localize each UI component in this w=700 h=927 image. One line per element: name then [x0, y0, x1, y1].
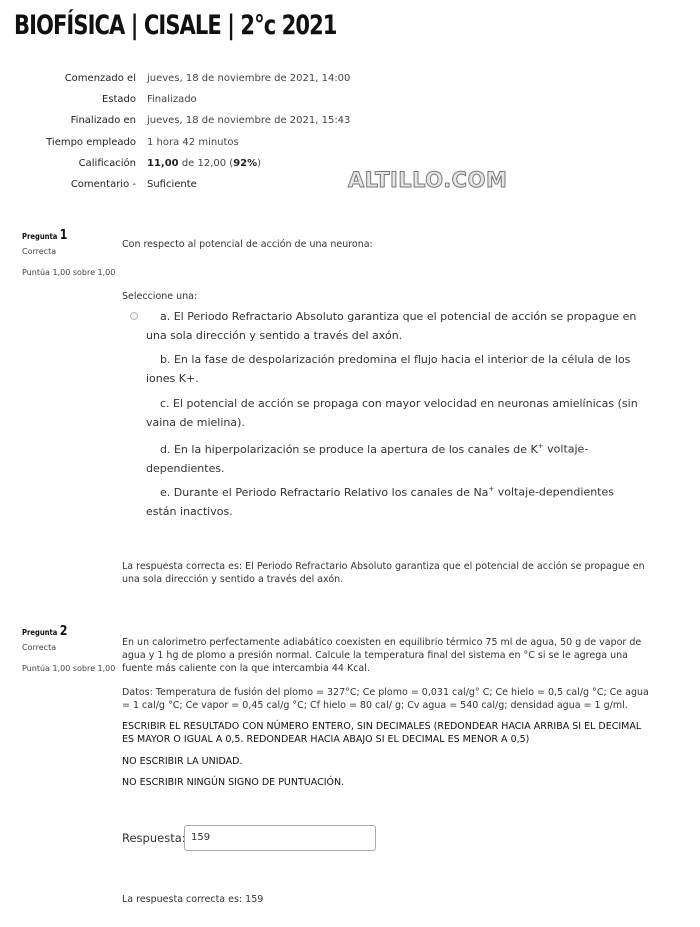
- option-text: c. El potencial de acción se propaga con mayor velocidad en neuronas amielínicas (sin vaina de mielina).: [146, 397, 638, 429]
- question-number: 2: [59, 624, 68, 639]
- question-1-text: Con respecto al potencial de acción de una neurona:: [122, 239, 373, 250]
- superscript-plus: +: [537, 442, 544, 450]
- option-text: b. En la fase de despolarización predomina el flujo hacia el interior de la célula de los iones K+.: [146, 353, 631, 385]
- answer-label: Respuesta:: [122, 831, 186, 845]
- summary-label: Tiempo empleado: [46, 137, 136, 148]
- question-2-info: [22, 626, 117, 674]
- summary-label: Finalizado en: [70, 115, 136, 126]
- option-d[interactable]: [146, 437, 646, 478]
- option-e[interactable]: [146, 480, 646, 521]
- option-a-radio[interactable]: [130, 312, 138, 320]
- option-text-after: voltaje-dependientes.: [146, 442, 589, 475]
- summary-row-finished: [0, 112, 700, 130]
- grade-close: ): [257, 158, 262, 169]
- summary-grade-value: [147, 155, 261, 173]
- page-title: BIOFÍSICA | CISALE | 2°c 2021: [14, 10, 337, 41]
- summary-value: jueves, 18 de noviembre de 2021, 14:00: [147, 73, 351, 84]
- question-2-instruction-rounding: ESCRIBIR EL RESULTADO CON NÚMERO ENTERO, SIN DECIMALES (REDONDEAR HACIA ARRIBA SI EL DECIMAL ES MAYOR O IGUAL A 0,5. REDONDEAR HACIA ABAJO SI EL DECIMAL ES MENOR A 0,5): [122, 721, 642, 745]
- question-2-data: Datos: Temperatura de fusión del plomo = 327°C; Ce plomo = 0,031 cal/g° C; Ce hielo = 0,5 cal/g °C; Ce agua = 1 cal/g °C; Ce vapor = 0,45 cal/g °C; Cf hielo = 80 cal/ g; Cv agua = 540 cal/g; densidad agua = 1 g/ml.: [122, 687, 649, 711]
- question-1-info: [22, 230, 117, 278]
- question-grade: Puntúa 1,00 sobre 1,00: [22, 664, 116, 673]
- answer-input[interactable]: 159: [184, 825, 376, 851]
- watermark: ALTILLO.COM: [348, 168, 508, 192]
- summary-row-state: [0, 91, 700, 109]
- question-number: 1: [59, 228, 68, 243]
- summary-label: Calificación: [78, 158, 136, 169]
- summary-label: Comenzado el: [64, 73, 136, 84]
- summary-label: Comentario -: [70, 179, 136, 190]
- question-state: Correcta: [22, 247, 57, 256]
- option-text-before: d. En la hiperpolarización se produce la apertura de los canales de K: [160, 442, 538, 456]
- option-text-before: e. Durante el Periodo Refractario Relativo los canales de Na: [160, 485, 489, 499]
- summary-value: Suficiente: [147, 179, 197, 190]
- question-heading: [22, 230, 103, 242]
- option-text-after: voltaje-dependientes están inactivos.: [146, 485, 614, 518]
- question-2-instruction-unit: NO ESCRIBIR LA UNIDAD.: [122, 756, 243, 767]
- superscript-plus: +: [488, 485, 495, 493]
- option-a[interactable]: [146, 307, 646, 345]
- question-prefix: Pregunta: [22, 232, 58, 241]
- question-prefix: Pregunta: [22, 628, 58, 637]
- question-2-feedback: La respuesta correcta es: 159: [122, 894, 264, 905]
- summary-value: Finalizado: [147, 94, 197, 105]
- option-c[interactable]: [146, 394, 646, 432]
- summary-value: 1 hora 42 minutos: [147, 137, 239, 148]
- question-1-feedback: La respuesta correcta es: El Periodo Refractario Absoluto garantiza que el potencial de acción se propague en una sola dirección y sentido a través del axón.: [122, 561, 645, 585]
- question-2-instruction-punctuation: NO ESCRIBIR NINGÚN SIGNO DE PUNTUACIÓN.: [122, 777, 345, 788]
- summary-row-started: [0, 70, 700, 88]
- summary-label: Estado: [101, 94, 136, 105]
- grade-score: 11,00: [147, 158, 179, 169]
- option-text: a. El Periodo Refractario Absoluto garantiza que el potencial de acción se propague en una sola dirección y sentido a través del axón.: [146, 310, 637, 342]
- summary-value: jueves, 18 de noviembre de 2021, 15:43: [147, 115, 351, 126]
- question-1-prompt: Seleccione una:: [122, 291, 198, 302]
- question-heading: [22, 626, 103, 638]
- grade-percent: 92%: [233, 158, 258, 169]
- summary-row-time: [0, 134, 700, 152]
- question-state: Correcta: [22, 643, 57, 652]
- question-2-text: En un calorimetro perfectamente adiabático coexisten en equilibrio térmico 75 ml de agua, 50 g de vapor de agua y 1 hg de plomo a presión normal. Calcule la temperatura final del sistema en °C si se le agrega una fuente más caliente con la que intercambia 44 Kcal.: [122, 637, 642, 674]
- option-b[interactable]: [146, 350, 646, 388]
- question-grade: Puntúa 1,00 sobre 1,00: [22, 268, 116, 277]
- grade-of: de 12,00 (: [178, 158, 234, 169]
